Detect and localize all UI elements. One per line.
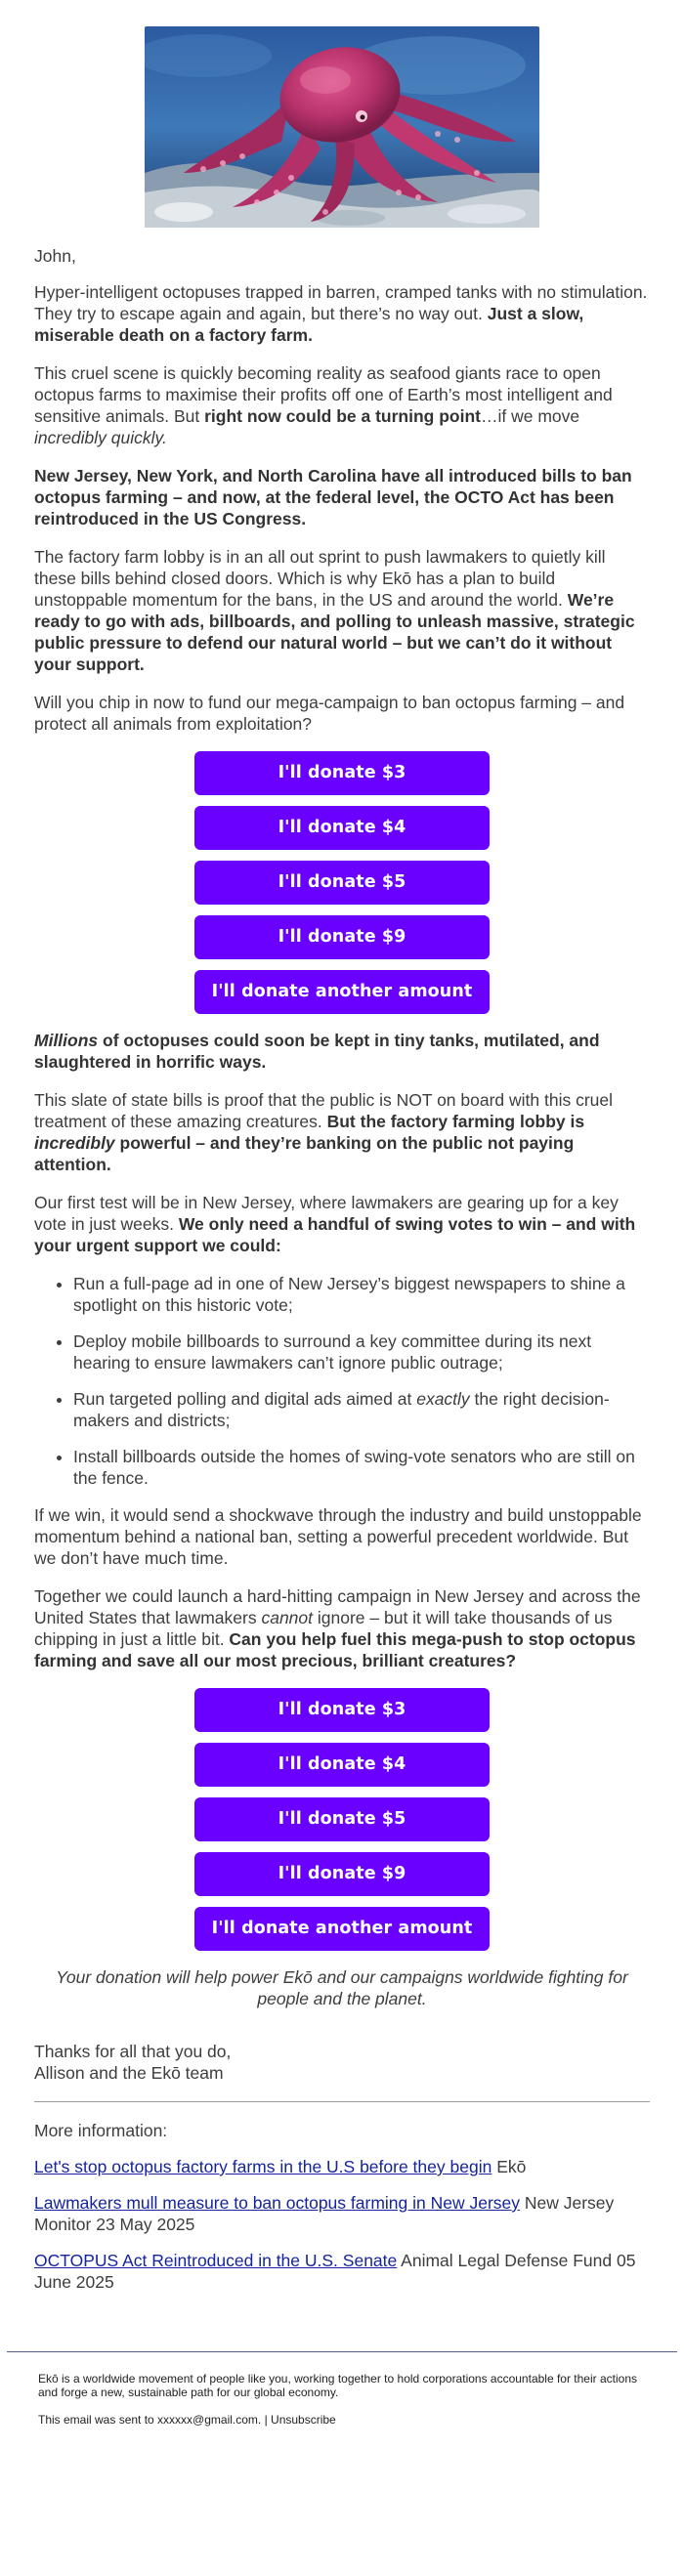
ask-paragraph: Will you chip in now to fund our mega-campaign to ban octopus farming – and protect all animals from exploitation? — [34, 693, 625, 734]
donate-4-button[interactable]: I'll donate $4 — [194, 1743, 490, 1787]
win-paragraph: If we win, it would send a shockwave through the industry and build unstoppable momentum behind a national ban, setting a powerful precedent worldwide. But we don’t have much time. — [34, 1505, 642, 1568]
reference-link[interactable]: Let's stop octopus factory farms in the U.S before they begin — [34, 2157, 492, 2176]
more-information — [34, 2120, 650, 2293]
donate-3-button[interactable]: I'll donate $3 — [194, 751, 490, 795]
intro-paragraph-3: New Jersey, New York, and North Carolina have all introduced bills to ban octopus farming – and now, at the federal level, the OCTO Act has been reintroduced in the US Congress. — [34, 466, 632, 528]
reference-item: Let's stop octopus factory farms in the U.S before they begin Ekō — [34, 2157, 527, 2176]
intro-paragraph-2: This cruel scene is quickly becoming reality as seafood giants race to open octopus farms to maximise their profits off one of Earth’s most intelligent and sensitive animals. But right now could be a turning point…if we move incredibly quickly. — [34, 363, 613, 447]
donate-9-button[interactable]: I'll donate $9 — [194, 1852, 490, 1896]
donate-other-amount-button[interactable]: I'll donate another amount — [194, 1907, 490, 1951]
reference-link[interactable]: Lawmakers mull measure to ban octopus farming in New Jersey — [34, 2193, 521, 2213]
divider — [34, 2101, 650, 2102]
greeting: John, — [34, 246, 76, 266]
octopus-hero-image — [145, 26, 539, 228]
unsubscribe-link[interactable]: Unsubscribe — [271, 2413, 336, 2427]
list-item: • Run a full-page ad in one of New Jersey’s biggest newspapers to shine a spotlight on this historic vote; — [73, 1273, 650, 1316]
intro-paragraph-4: The factory farm lobby is in an all out sprint to push lawmakers to quietly kill these bills behind closed doors. Which is why Ekō has a plan to build unstoppable momentum for the bans, in the US and around the world. We’re ready to go with ads, billboards, and polling to unleash massive, strategic public pressure to defend our natural world – but we can’t do it without your support. — [34, 547, 635, 674]
donate-4-button[interactable]: I'll donate $4 — [194, 806, 490, 850]
donation-note: Your donation will help power Ekō and our campaigns worldwide fighting for people and the planet. — [56, 1967, 628, 2008]
new-jersey-paragraph: Our first test will be in New Jersey, where lawmakers are gearing up for a key vote in just weeks. We only need a handful of swing votes to win – and with your urgent support we could: — [34, 1193, 636, 1255]
donate-5-button[interactable]: I'll donate $5 — [194, 1797, 490, 1841]
donate-buttons-top — [34, 751, 650, 1014]
signoff: Thanks for all that you do, Allison and the Ekō team — [34, 2042, 232, 2083]
reference-link[interactable]: OCTOPUS Act Reintroduced in the U.S. Senate — [34, 2251, 398, 2270]
intro-paragraph-1: Hyper-intelligent octopuses trapped in barren, cramped tanks with no stimulation. They try to escape again and again, but there’s no way out. Just a slow, miserable death on a factory farm. — [34, 282, 648, 345]
donate-5-button[interactable]: I'll donate $5 — [194, 861, 490, 905]
more-info-heading: More information: — [34, 2121, 168, 2140]
list-item: • Deploy mobile billboards to surround a key committee during its next hearing to ensure lawmakers can’t ignore public outrage; — [73, 1330, 650, 1373]
donate-9-button[interactable]: I'll donate $9 — [194, 915, 490, 959]
campaign-paragraph: Together we could launch a hard-hitting campaign in New Jersey and across the United States that lawmakers cannot ignore – but it will take thousands of us chipping in just a little bit. Can you help fuel this mega-push to stop octopus farming and save all our most precious, brilliant creatures? — [34, 1586, 641, 1670]
reference-item: OCTOPUS Act Reintroduced in the U.S. Senate Animal Legal Defense Fund 05 June 2025 — [34, 2251, 636, 2292]
donate-buttons-bottom — [34, 1688, 650, 1951]
footer-about: Ekō is a worldwide movement of people like you, working together to hold corporations accountable for their actions and forge a new, sustainable path for our global economy. — [38, 2372, 638, 2399]
list-item: • Run targeted polling and digital ads aimed at exactly the right decision-makers and districts; — [73, 1388, 650, 1431]
lobby-paragraph: This slate of state bills is proof that the public is NOT on board with this cruel treatment of these amazing creatures. But the factory farming lobby is incredibly powerful – and they’re banking on the public not paying attention. — [34, 1090, 614, 1174]
email-body — [34, 0, 650, 2293]
email-footer — [7, 2351, 677, 2427]
millions-paragraph: Millions of octopuses could soon be kept in tiny tanks, mutilated, and slaughtered in horrific ways. — [34, 1031, 600, 1072]
reference-item: Lawmakers mull measure to ban octopus farming in New Jersey New Jersey Monitor 23 May 2025 — [34, 2193, 615, 2234]
donate-other-amount-button[interactable]: I'll donate another amount — [194, 970, 490, 1014]
footer-sent-to: This email was sent to xxxxxx@gmail.com. | Unsubscribe — [38, 2413, 336, 2427]
list-item: • Install billboards outside the homes of swing-vote senators who are still on the fence. — [73, 1446, 650, 1489]
action-list — [34, 1273, 650, 1489]
donate-3-button[interactable]: I'll donate $3 — [194, 1688, 490, 1732]
